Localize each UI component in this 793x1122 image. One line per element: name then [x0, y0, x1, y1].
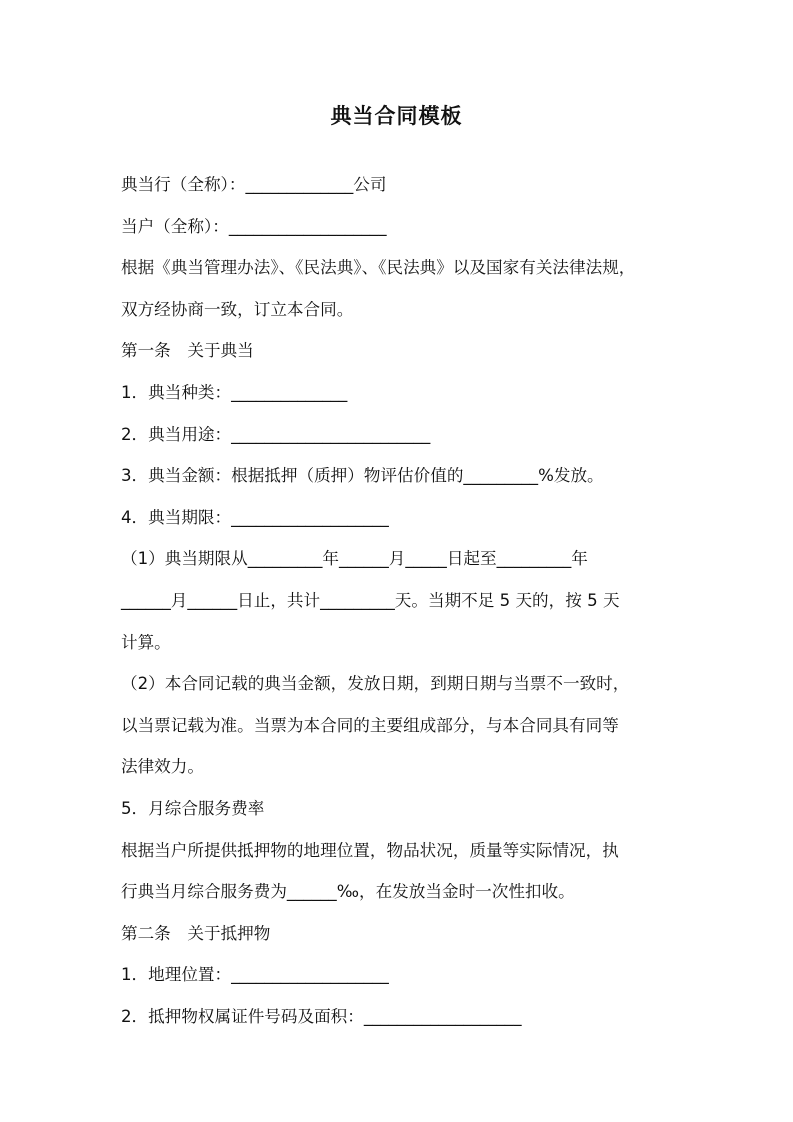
pawn-amount-line: 3．典当金额：根据抵押（质押）物评估价值的_________%发放。 [121, 466, 604, 486]
pawn-type-line: 1．典当种类：______________ [121, 382, 348, 402]
collateral-certificate-line: 2．抵押物权属证件号码及面积：___________________ [121, 1006, 522, 1026]
term-clause-1-line-1: （1）典当期限从_________年______月_____日起至_________年 [121, 549, 588, 569]
term-clause-1-line-3: 计算。 [121, 632, 171, 652]
service-fee-heading: 5．月综合服务费率 [121, 798, 265, 818]
service-fee-line-1: 根据当户所提供抵押物的地理位置，物品状况，质量等实际情况，执 [121, 840, 619, 860]
term-clause-2-line-2: 以当票记载为准。当票为本合同的主要组成部分，与本合同具有同等 [121, 715, 619, 735]
term-clause-2-line-3: 法律效力。 [121, 757, 204, 777]
term-clause-2-line-1: （2）本合同记载的典当金额，发放日期，到期日期与当票不一致时， [121, 674, 630, 694]
service-fee-line-2: 行典当月综合服务费为______‰，在发放当金时一次性扣收。 [121, 882, 575, 902]
pawnshop-name-line: 典当行（全称）：_____________公司 [121, 175, 387, 194]
basis-paragraph-line-2: 双方经协商一致，订立本合同。 [121, 299, 354, 319]
basis-paragraph-line-1: 根据《典当管理办法》、《民法典》、《民法典》以及国家有关法律法规， [121, 258, 636, 278]
pawner-name-line: 当户（全称）：___________________ [121, 216, 387, 236]
article-1-heading: 第一条 关于典当 [121, 341, 254, 361]
collateral-location-line: 1．地理位置：___________________ [121, 965, 389, 985]
pawn-term-line: 4．典当期限：___________________ [121, 507, 389, 527]
pawn-purpose-line: 2．典当用途：________________________ [121, 424, 431, 444]
article-2-heading: 第二条 关于抵押物 [121, 923, 271, 943]
document-body [121, 164, 681, 1037]
document-title: 典当合同模板 [330, 104, 463, 128]
term-clause-1-line-2: ______月______日止，共计_________天。当期不足 5 天的，按 5 天 [121, 590, 620, 610]
